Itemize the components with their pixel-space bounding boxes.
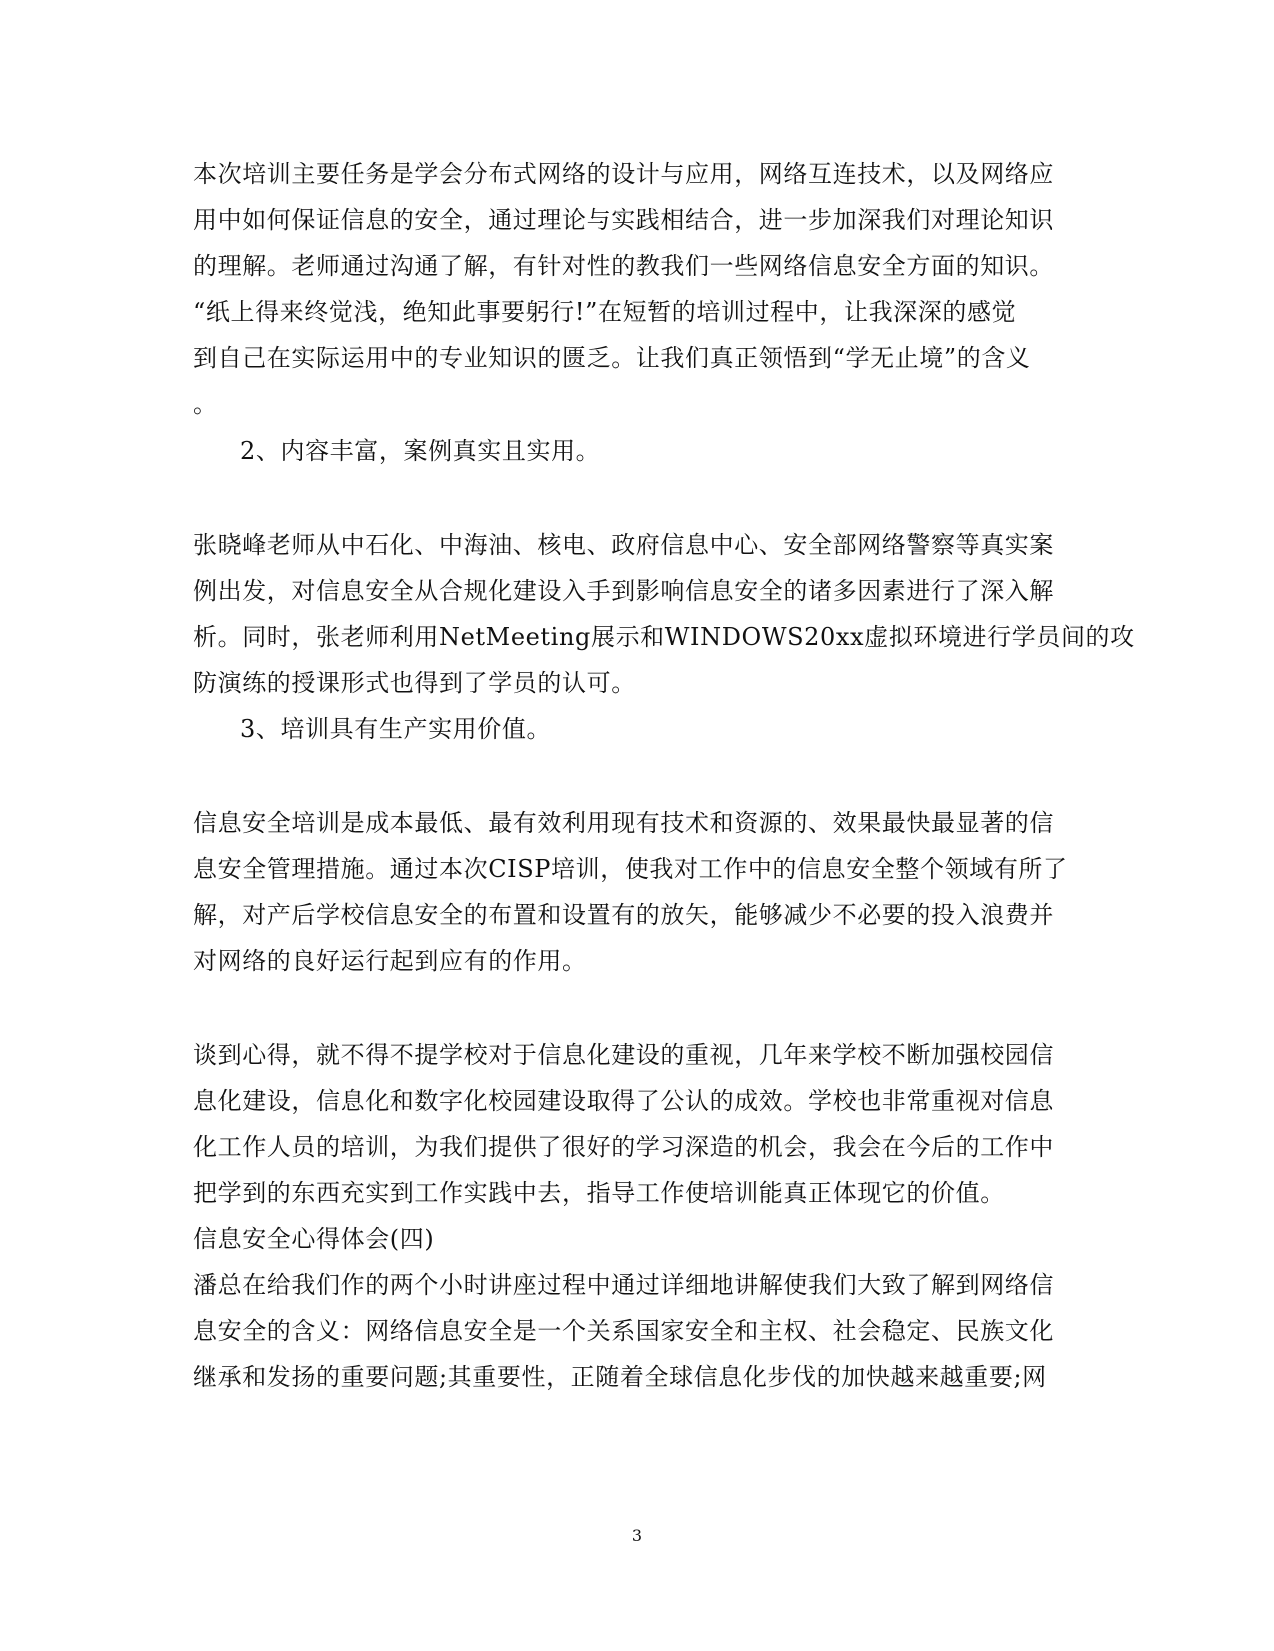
text-line: 的理解。老师通过沟通了解，有针对性的教我们一些网络信息安全方面的知识。 [193, 252, 1054, 280]
text-line: 例出发，对信息安全从合规化建设入手到影响信息安全的诸多因素进行了深入解 [193, 577, 1054, 605]
text-line: 谈到心得，就不得不提学校对于信息化建设的重视，几年来学校不断加强校园信 [193, 1041, 1054, 1069]
text-line: 息安全的含义：网络信息安全是一个关系国家安全和主权、社会稳定、民族文化 [193, 1317, 1054, 1345]
text-line: 潘总在给我们作的两个小时讲座过程中通过详细地讲解使我们大致了解到网络信 [193, 1271, 1054, 1299]
text-line: 用中如何保证信息的安全，通过理论与实践相结合，进一步加深我们对理论知识 [193, 206, 1054, 234]
text-line: 息安全管理措施。通过本次CISP培训，使我对工作中的信息安全整个领域有所了 [193, 855, 1068, 883]
text-line: 对网络的良好运行起到应有的作用。 [193, 947, 587, 975]
page-number: 3 [631, 1526, 643, 1545]
text-line: 解，对产后学校信息安全的布置和设置有的放矢，能够减少不必要的投入浪费并 [193, 901, 1054, 929]
text-line: 本次培训主要任务是学会分布式网络的设计与应用，网络互连技术，以及网络应 [193, 160, 1054, 188]
text-line: 继承和发扬的重要问题;其重要性，正随着全球信息化步伐的加快越来越重要;网 [193, 1363, 1047, 1391]
text-line: 析。同时，张老师利用NetMeeting展示和WINDOWS20xx虚拟环境进行学员间的攻 [193, 623, 1135, 651]
section-heading: 2、内容丰富，案例真实且实用。 [240, 437, 601, 465]
text-line: 防演练的授课形式也得到了学员的认可。 [193, 669, 636, 697]
text-line: 张晓峰老师从中石化、中海油、核电、政府信息中心、安全部网络警察等真实案 [193, 531, 1054, 559]
text-line: 信息安全培训是成本最低、最有效利用现有技术和资源的、效果最快最显著的信 [193, 809, 1054, 837]
text-line: 息化建设，信息化和数字化校园建设取得了公认的成效。学校也非常重视对信息 [193, 1087, 1054, 1115]
text-line: 。 [193, 390, 218, 418]
text-line: 把学到的东西充实到工作实践中去，指导工作使培训能真正体现它的价值。 [193, 1179, 1005, 1207]
text-line: “纸上得来终觉浅，绝知此事要躬行!”在短暂的培训过程中，让我深深的感觉 [193, 298, 1017, 326]
section-heading: 3、培训具有生产实用价值。 [240, 715, 552, 743]
text-line: 到自己在实际运用中的专业知识的匮乏。让我们真正领悟到“学无止境”的含义 [193, 344, 1031, 372]
section-title: 信息安全心得体会(四) [193, 1225, 435, 1253]
text-line: 化工作人员的培训，为我们提供了很好的学习深造的机会，我会在今后的工作中 [193, 1133, 1054, 1161]
